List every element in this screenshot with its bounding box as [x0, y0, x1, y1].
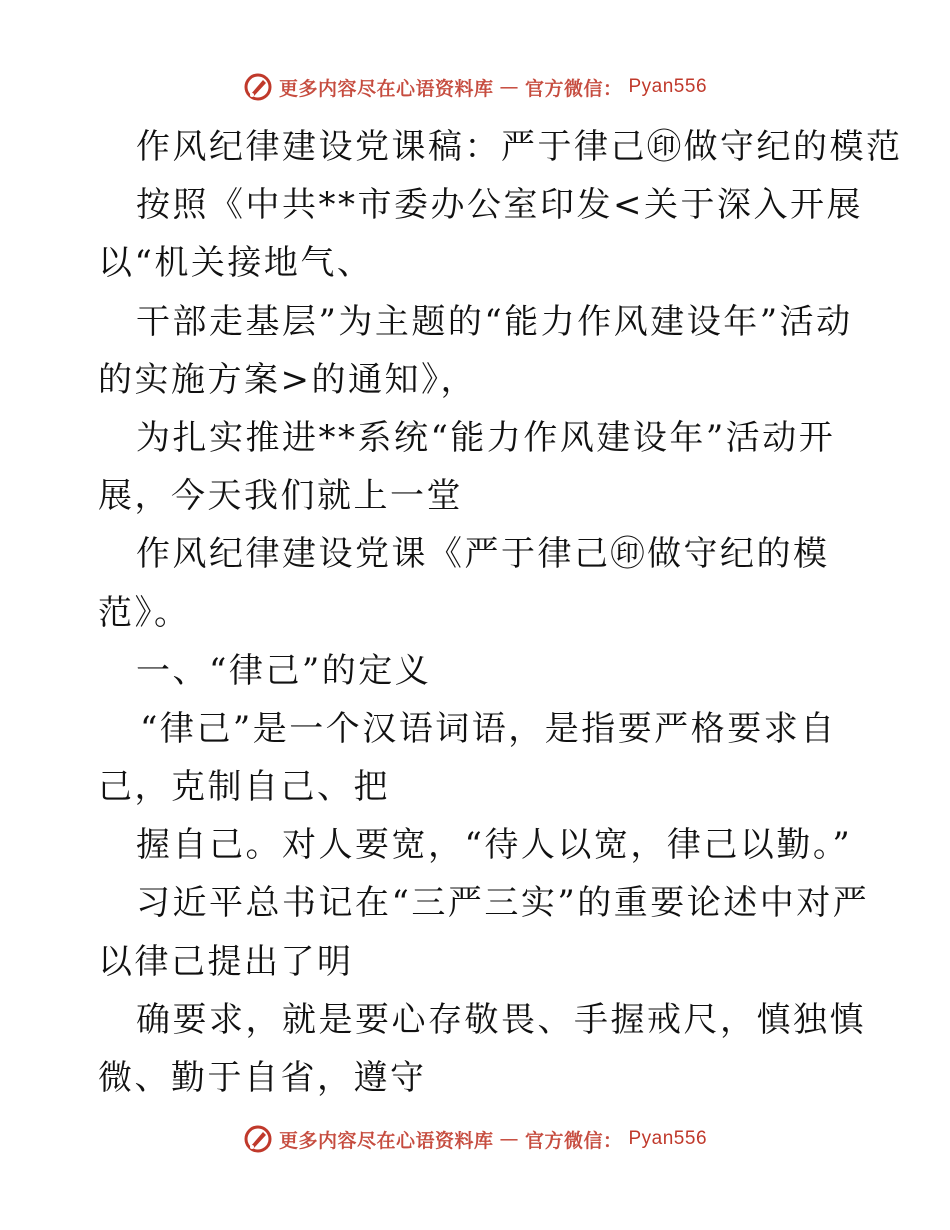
paragraph-line: 微、勤于自省，遵守: [98, 1058, 427, 1098]
section-heading: 一、“律己”的定义: [136, 650, 432, 691]
watermark-wechat-label: 官方微信：: [524, 1129, 623, 1152]
paragraph-line: 以律己提出了明: [98, 941, 354, 982]
document-body: [98, 118, 903, 1107]
document-title: 作风纪律建设党课稿：严于律己㊞做守纪的模范: [136, 127, 903, 167]
watermark-wechat-id: Pyan556: [628, 76, 708, 97]
paragraph-line: 干部走基层”为主题的“能力作风建设年”活动: [136, 301, 853, 342]
paragraph-line: 习近平总书记在“三严三实”的重要论述中对严: [136, 883, 870, 924]
watermark-wechat-label: 官方微信：: [524, 77, 623, 100]
header-watermark: [0, 72, 950, 102]
paragraph-line: 展，今天我们就上一堂: [98, 476, 463, 517]
paragraph-line: 作风纪律建设党课《严于律己㊞做守纪的模: [136, 534, 830, 575]
paragraph-line: 握自己。对人要宽，“待人以宽，律己以勤。”: [136, 825, 853, 866]
watermark-wechat-id: Pyan556: [628, 1128, 708, 1149]
paragraph-line: 己，克制自己、把: [98, 767, 390, 808]
watermark-brand-text: 更多内容尽在心语资料库: [278, 1129, 494, 1152]
paragraph-line: 范》。: [98, 592, 191, 633]
paragraph-line: 确要求，就是要心存敬畏、手握戒尺，慎独慎: [136, 999, 866, 1040]
pen-logo-icon: [243, 72, 273, 102]
paragraph-line: 按照《中共**市委办公室印发<关于深入开展: [136, 185, 863, 226]
paragraph-line: 的实施方案>的通知》，: [98, 359, 477, 400]
paragraph-line: 以“机关接地气、: [98, 243, 374, 284]
pen-logo-icon: [243, 1124, 273, 1154]
paragraph-line: 为扎实推进**系统“能力作风建设年”活动开: [136, 417, 836, 458]
paragraph-line: “律己”是一个汉语词语，是指要严格要求自: [140, 708, 837, 749]
watermark-separator: —: [499, 76, 519, 98]
watermark-separator: —: [499, 1128, 519, 1150]
watermark-brand-text: 更多内容尽在心语资料库: [278, 77, 494, 100]
footer-watermark: [0, 1124, 950, 1154]
